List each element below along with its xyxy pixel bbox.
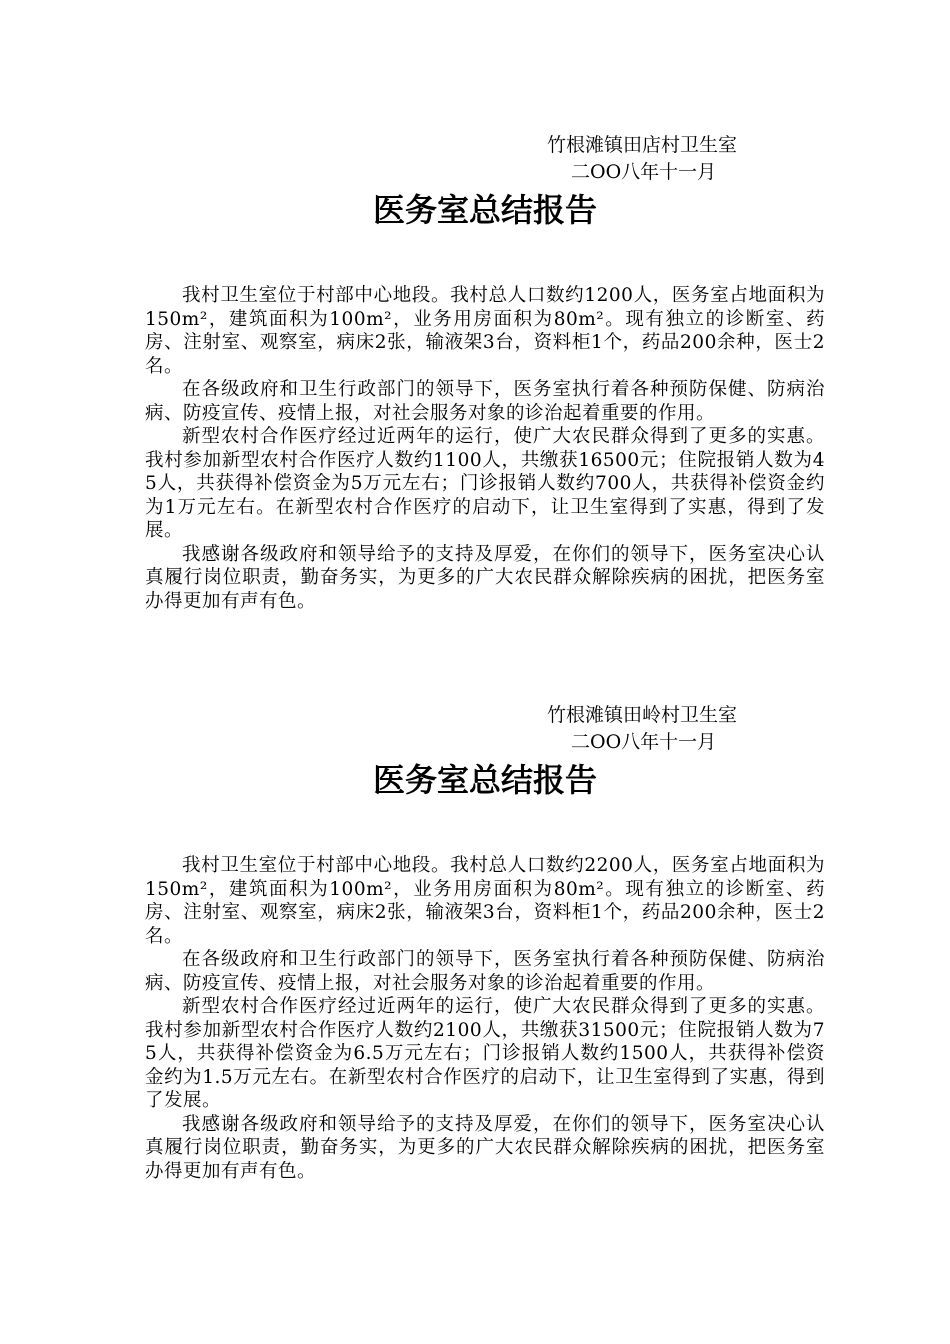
report-body bbox=[145, 284, 825, 613]
report-title: 医务室总结报告 bbox=[372, 761, 597, 799]
report-paragraph-duties: 在各级政府和卫生行政部门的领导下，医务室执行着各种预防保健、防病治病、防疫宣传、疫情上报，对社会服务对象的诊治起着重要的作用。 bbox=[145, 379, 825, 424]
report-paragraph-cooperative-medical: 新型农村合作医疗经过近两年的运行，使广大农民群众得到了更多的实惠。我村参加新型农村合作医疗人数约1100人，共缴获16500元；住院报销人数为45人，共获得补偿资金为5万元左右；门诊报销人数约700人，共获得补偿资金约为1万元左右。在新型农村合作医疗的启动下，让卫生室得到了实惠，得到了发展。 bbox=[145, 426, 825, 541]
report-title: 医务室总结报告 bbox=[372, 191, 597, 229]
report-paragraph-overview: 我村卫生室位于村部中心地段。我村总人口数约1200人，医务室占地面积为150m²，建筑面积为100m²，业务用房面积为80m²。现有独立的诊断室、药房、注射室、观察室，病床2张，输液架3台，资料柜1个，药品200余种，医士2名。 bbox=[145, 285, 825, 377]
report-organization: 竹根滩镇田店村卫生室 bbox=[547, 134, 738, 156]
report-paragraph-overview: 我村卫生室位于村部中心地段。我村总人口数约2200人，医务室占地面积为150m²，建筑面积为100m²，业务用房面积为80m²。现有独立的诊断室、药房、注射室、观察室，病床2张，输液架3台，资料柜1个，药品200余种，医士2名。 bbox=[145, 855, 825, 947]
report-paragraph-cooperative-medical: 新型农村合作医疗经过近两年的运行，使广大农民群众得到了更多的实惠。我村参加新型农村合作医疗人数约2100人，共缴获31500元；住院报销人数为75人，共获得补偿资金为6.5万元左右；门诊报销人数约1500人，共获得补偿资金约为1.5万元左右。在新型农村合作医疗的启动下，让卫生室得到了实惠，得到了发展。 bbox=[145, 996, 825, 1111]
report-body bbox=[145, 854, 825, 1183]
report-date: 二OO八年十一月 bbox=[571, 731, 717, 753]
report-paragraph-duties: 在各级政府和卫生行政部门的领导下，医务室执行着各种预防保健、防病治病、防疫宣传、疫情上报，对社会服务对象的诊治起着重要的作用。 bbox=[145, 949, 825, 994]
report-paragraph-thanks: 我感谢各级政府和领导给予的支持及厚爱，在你们的领导下，医务室决心认真履行岗位职责，勤奋务实，为更多的广大农民群众解除疾病的困扰，把医务室办得更加有声有色。 bbox=[145, 543, 825, 612]
report-paragraph-thanks: 我感谢各级政府和领导给予的支持及厚爱，在你们的领导下，医务室决心认真履行岗位职责，勤奋务实，为更多的广大农民群众解除疾病的困扰，把医务室办得更加有声有色。 bbox=[145, 1113, 825, 1182]
report-date: 二OO八年十一月 bbox=[571, 161, 717, 183]
report-organization: 竹根滩镇田岭村卫生室 bbox=[547, 704, 738, 726]
